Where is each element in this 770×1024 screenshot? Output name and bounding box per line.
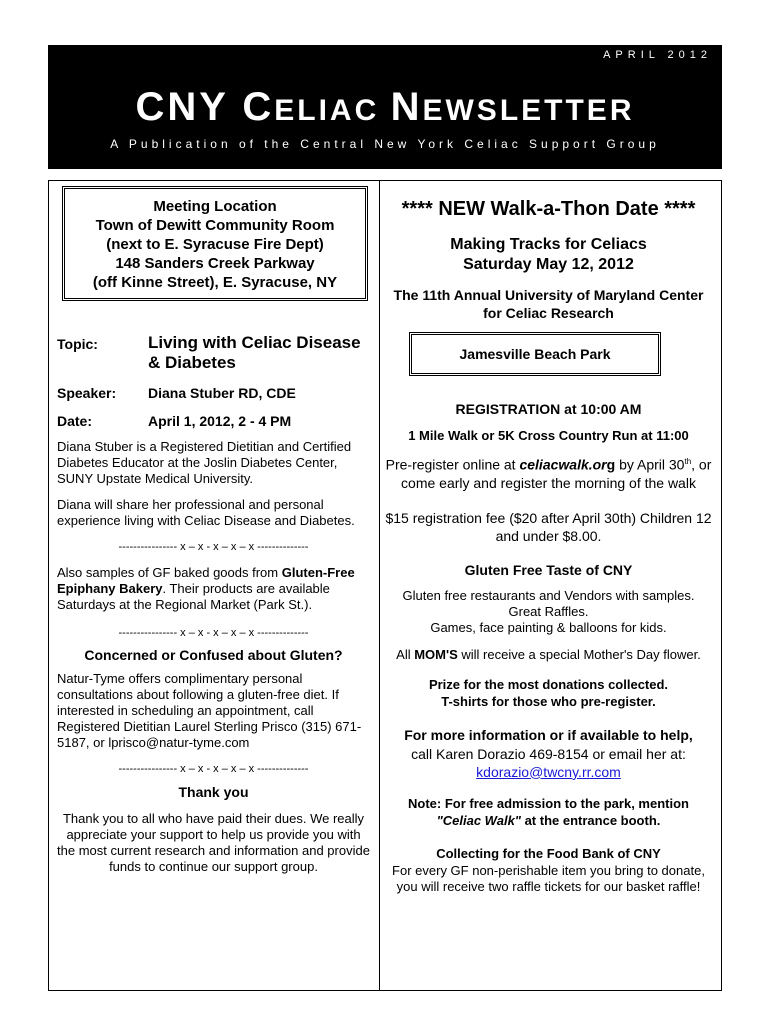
- registration-fee: $15 registration fee ($20 after April 30th) Children 12 and under $8.00.: [385, 509, 712, 544]
- masthead-banner: [48, 45, 722, 169]
- walk-run-time: 1 Mile Walk or 5K Cross Country Run at 11:00: [408, 428, 689, 443]
- more-info-heading: For more information or if available to help,: [404, 726, 693, 743]
- meeting-venue-note: (next to E. Syracuse Fire Dept): [106, 236, 324, 253]
- thank-you-heading: Thank you: [178, 784, 249, 800]
- taste-heading: Gluten Free Taste of CNY: [464, 561, 633, 578]
- newsletter-subtitle: A Publication of the Central New York Celiac Support Group: [110, 137, 660, 151]
- separator: ---------------- x – x - x – x – x --------------: [118, 541, 309, 553]
- column-divider: [379, 180, 380, 991]
- meeting-location-box: [62, 186, 368, 301]
- moms-text: All MOM'S will receive a special Mother's Day flower.: [396, 646, 701, 662]
- speaker-bio: Diana Stuber is a Registered Dietitian and Certified Diabetes Educator at the Joslin Diabetes Center, SUNY Upstate Medical University.: [57, 439, 352, 486]
- taste-kids-text: Games, face painting & balloons for kids.: [430, 619, 667, 635]
- speaker-experience: Diana will share her professional and personal experience living with Celiac Disease and Diabetes.: [57, 497, 355, 528]
- preregister-text: Pre-register online at celiacwalk.org by April 30th, or come early and register the morning of the walk: [385, 456, 712, 491]
- event-name: Making Tracks for Celiacs: [450, 236, 647, 253]
- speaker-label: Speaker:: [57, 385, 117, 401]
- date-label: Date:: [57, 413, 93, 429]
- meeting-venue: Town of Dewitt Community Room: [95, 217, 335, 234]
- event-date: Saturday May 12, 2012: [463, 256, 634, 273]
- left-column: [57, 186, 370, 875]
- thank-you-text: Thank you to all who have paid their dues. We really appreciate your support to help us provide you with the most current research and information and provide funds to continue our support group.: [57, 811, 370, 874]
- gluten-consultation-text: Natur-Tyme offers complimentary personal consultations about following a gluten-free diet. If interested in scheduling an appointment, call Registered Dietitian Laurel Sterling Prisco (315) 671-5187, or lprisco@natur-tyme.com: [57, 671, 362, 750]
- date-row: [57, 413, 370, 429]
- newsletter-title: CNY CELIAC NEWSLETTER: [135, 85, 635, 129]
- meeting-address-note: (off Kinne Street), E. Syracuse, NY: [92, 274, 338, 291]
- food-bank-text: For every GF non-perishable item you bring to donate, you will receive two raffle tickets for our basket raffle!: [392, 862, 705, 894]
- bakery-samples-text: Also samples of GF baked goods from Gluten-Free Epiphany Bakery. Their products are available Saturdays at the Regional Market (Park St.).: [57, 565, 355, 612]
- right-column: [385, 186, 712, 895]
- park-location-box: [409, 332, 661, 376]
- separator: ---------------- x – x - x – x – x --------------: [118, 763, 309, 775]
- issue-date: APRIL 2012: [603, 49, 712, 61]
- park-admission-note: Note: For free admission to the park, mention "Celiac Walk" at the entrance booth.: [408, 795, 689, 828]
- contact-email-link[interactable]: kdorazio@twcny.rr.com: [476, 763, 621, 780]
- prize-tshirts: T-shirts for those who pre-register.: [441, 693, 656, 709]
- topic-value: Living with Celiac Disease & Diabetes: [148, 333, 361, 372]
- food-bank-heading: Collecting for the Food Bank of CNY: [436, 845, 661, 861]
- annual-event-text: The 11th Annual University of Maryland Center for Celiac Research: [393, 287, 704, 321]
- meeting-address: 148 Sanders Creek Parkway: [115, 255, 315, 272]
- contact-text: call Karen Dorazio 469-8154 or email her at:: [411, 745, 686, 762]
- topic-row: [57, 333, 370, 373]
- park-name: Jamesville Beach Park: [459, 346, 611, 362]
- registration-time: REGISTRATION at 10:00 AM: [455, 401, 642, 417]
- separator: ---------------- x – x - x – x – x --------------: [118, 627, 309, 639]
- walkathon-headline: **** NEW Walk-a-Thon Date ****: [401, 198, 696, 220]
- speaker-value: Diana Stuber RD, CDE: [148, 385, 296, 401]
- topic-label: Topic:: [57, 336, 98, 352]
- gluten-heading: Concerned or Confused about Gluten?: [84, 647, 343, 663]
- taste-vendors-text: Gluten free restaurants and Vendors with samples. Great Raffles.: [402, 587, 695, 619]
- meeting-heading: Meeting Location: [153, 198, 277, 215]
- prize-donations: Prize for the most donations collected.: [428, 676, 669, 692]
- date-value: April 1, 2012, 2 - 4 PM: [148, 413, 292, 429]
- speaker-row: [57, 385, 370, 401]
